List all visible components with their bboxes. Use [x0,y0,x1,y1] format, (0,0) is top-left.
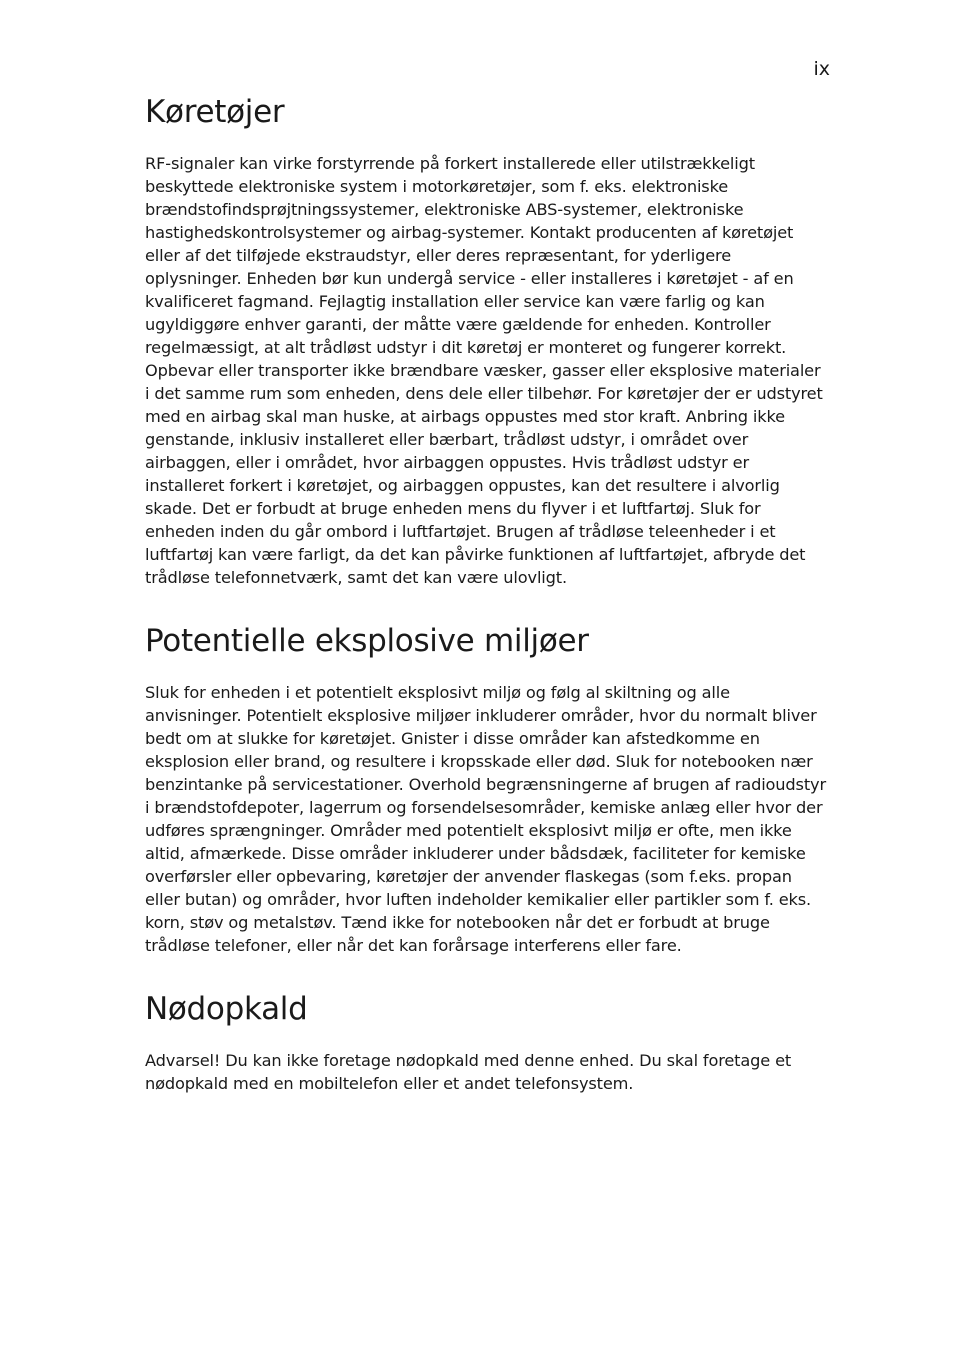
section-body: Sluk for enheden i et potentielt eksplosivt miljø og følg al skiltning og alle anvisninger. Potentielt eksplosive miljøer inkluderer områder, hvor du normalt bliver bedt om at slukke for køretøjet. Gnister i disse områder kan afstedkomme en eksplosion eller brand, og resultere i kropsskade eller død. Sluk for notebooken nær benzintanke på servicestationer. Overhold begrænsningerne af brugen af radioudstyr i brændstofdepoter, lagerrum og forsendelsesområder, kemiske anlæg eller hvor der udføres sprængninger. Områder med potentielt eksplosivt miljø er ofte, men ikke altid, afmærkede. Disse områder inkluderer under bådsdæk, faciliteter for kemiske overførsler eller opbevaring, køretøjer der anvender flaskegas (som f.eks. propan eller butan) og områder, hvor luften indeholder kemikalier eller partikler som f. eks. korn, støv og metalstøv. Tænd ikke for notebooken når det er forbudt at bruge trådløse telefoner, eller når det kan forårsage interferens eller fare. [145,683,826,955]
section-explosive-environments [145,621,829,957]
section-heading: Potentielle eksplosive miljøer [145,623,589,659]
section-vehicles [145,92,829,589]
section-body [145,1049,829,1095]
warning-text: Du kan ikke foretage nødopkald med denne enhed. Du skal foretage et nødopkald med en mobiltelefon eller et andet telefonsystem. [145,1051,792,1093]
section-body: RF-signaler kan virke forstyrrende på forkert installerede eller utilstrækkeligt beskyttede elektroniske system i motorkøretøjer, som f. eks. elektroniske brændstofindsprøjtningssystemer, elektroniske ABS-systemer, elektroniske hastighedskontrolsystemer og airbag-systemer. Kontakt producenten af køretøjet eller af det tilføjede ekstraudstyr, eller deres repræsentant, for yderligere oplysninger. Enheden bør kun undergå service - eller installeres i køretøjet - af en kvalificeret fagmand. Fejlagtig installation eller service kan være farlig og kan ugyldiggøre enhver garanti, der måtte være gældende for enheden. Kontroller regelmæssigt, at alt trådløst udstyr i dit køretøj er monteret og fungerer korrekt. Opbevar eller transporter ikke brændbare væsker, gasser eller eksplosive materialer i det samme rum som enheden, dens dele eller tilbehør. For køretøjer der er udstyret med en airbag skal man huske, at airbags oppustes med stor kraft. Anbring ikke genstande, inklusiv installeret eller bærbart, trådløst udstyr, i området over airbaggen, eller i området, hvor airbaggen oppustes. Hvis trådløst udstyr er installeret forkert i køretøjet, og airbaggen oppustes, kan det resultere i alvorlig skade. Det er forbudt at bruge enheden mens du flyver i et luftfartøj. Sluk for enheden inden du går ombord i luftfartøjet. Brugen af trådløse teleenheder i et luftfartøj kan være farligt, da det kan påvirke funktionen af luftfartøjet, afbryde det trådløse telefonnetværk, samt det kan være ulovligt. [145,154,823,587]
warning-label: Advarsel! [145,1051,221,1070]
section-heading: Køretøjer [145,94,285,130]
page-number: ix [813,58,830,80]
section-heading: Nødopkald [145,991,308,1027]
section-emergency-calls [145,989,829,1095]
document-content [145,92,829,1127]
